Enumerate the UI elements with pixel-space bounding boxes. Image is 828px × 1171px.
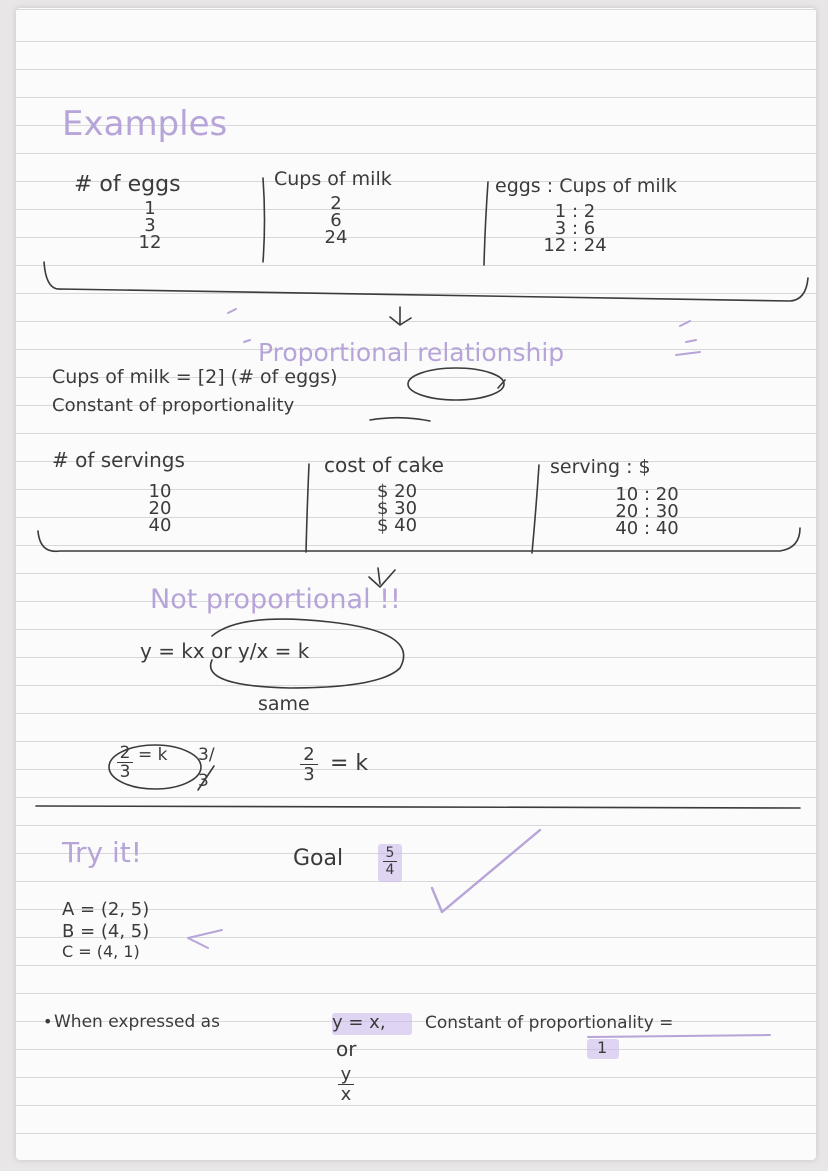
table1-header-eggs: # of eggs	[74, 172, 181, 197]
table-cell: 20	[148, 498, 172, 519]
table-cell: 12 : 24	[543, 235, 607, 256]
table1-header-milk: Cups of milk	[274, 168, 392, 190]
proportional-equation: Cups of milk = [2] (# of eggs)	[52, 366, 338, 388]
work-circle	[109, 745, 201, 789]
table2-divider	[306, 464, 309, 552]
note-bullet: •	[43, 1012, 53, 1031]
section-divider	[36, 806, 800, 808]
checkmark	[432, 830, 540, 912]
table1-header-ratio: eggs : Cups of milk	[495, 175, 677, 197]
table-cell: 1	[144, 198, 156, 219]
fraction-numerator: 2	[117, 744, 134, 763]
constant-underline	[370, 418, 430, 421]
fraction-numerator: 5	[383, 845, 398, 862]
point-c: C = (4, 1)	[62, 942, 140, 961]
table2-header-servings: # of servings	[52, 448, 185, 472]
same-label: same	[258, 693, 310, 715]
fraction-numerator: y	[338, 1065, 355, 1085]
table-cell: $ 20	[376, 481, 418, 502]
table-cell: 6	[330, 210, 342, 231]
table2-bracket	[38, 528, 800, 551]
proportionality-formula: y = kx or y/x = k	[140, 639, 310, 663]
table2-header-cost: cost of cake	[324, 453, 444, 477]
note-constant-value: 1	[597, 1038, 608, 1057]
formula-oval	[211, 619, 404, 688]
table-cell: 3	[144, 215, 156, 236]
note-text: When expressed as	[54, 1012, 220, 1032]
table-cell: 3 : 6	[554, 218, 596, 239]
table1-bracket	[44, 262, 808, 301]
table1-divider	[484, 182, 488, 265]
table-cell: 12	[138, 232, 162, 253]
table-cell: $ 30	[376, 498, 418, 519]
down-arrow	[390, 307, 411, 325]
goal-label: Goal	[293, 846, 344, 871]
fraction-denominator: 3	[303, 764, 315, 785]
svg-text:3: 3	[198, 771, 209, 791]
work-right-equals-k: = k	[330, 751, 369, 776]
eggs-oval	[408, 368, 504, 400]
table2-divider	[532, 465, 539, 553]
table-cell: 24	[324, 227, 348, 248]
point-b: B = (4, 5)	[62, 921, 150, 942]
table-cell: 40 : 40	[615, 518, 679, 539]
proportional-relationship-label: Proportional relationship	[258, 338, 565, 367]
not-proportional-label: Not proportional !!	[150, 584, 401, 615]
examples-heading: Examples	[62, 104, 228, 144]
fraction-denominator: 3	[119, 762, 131, 782]
fraction-denominator: 4	[385, 862, 395, 878]
table-cell: 10	[148, 481, 172, 502]
note-expression: y = x,	[332, 1012, 386, 1033]
table2-header-ratio: serving : $	[550, 456, 651, 478]
point-a: A = (2, 5)	[62, 899, 150, 920]
try-it-heading: Try it!	[62, 836, 142, 869]
note-or-label: or	[336, 1037, 357, 1061]
fraction-numerator: 2	[300, 745, 317, 765]
table1-divider	[263, 178, 265, 262]
note-constant-text: Constant of proportionality =	[425, 1013, 674, 1033]
down-arrow	[369, 568, 395, 587]
constant-of-proportionality-label: Constant of proportionality	[52, 395, 295, 416]
point-b-arrow	[188, 930, 222, 948]
table-cell: 20 : 30	[615, 501, 679, 522]
table-cell: 1 : 2	[554, 201, 596, 222]
table-cell: 2	[330, 193, 342, 214]
table-cell: 40	[148, 515, 172, 536]
work-left-equals-k: = k	[138, 745, 168, 765]
fraction-denominator: x	[340, 1084, 352, 1105]
table-cell: 10 : 20	[615, 484, 679, 505]
table-cell: $ 40	[376, 515, 418, 536]
svg-text:3/: 3/	[198, 745, 215, 765]
